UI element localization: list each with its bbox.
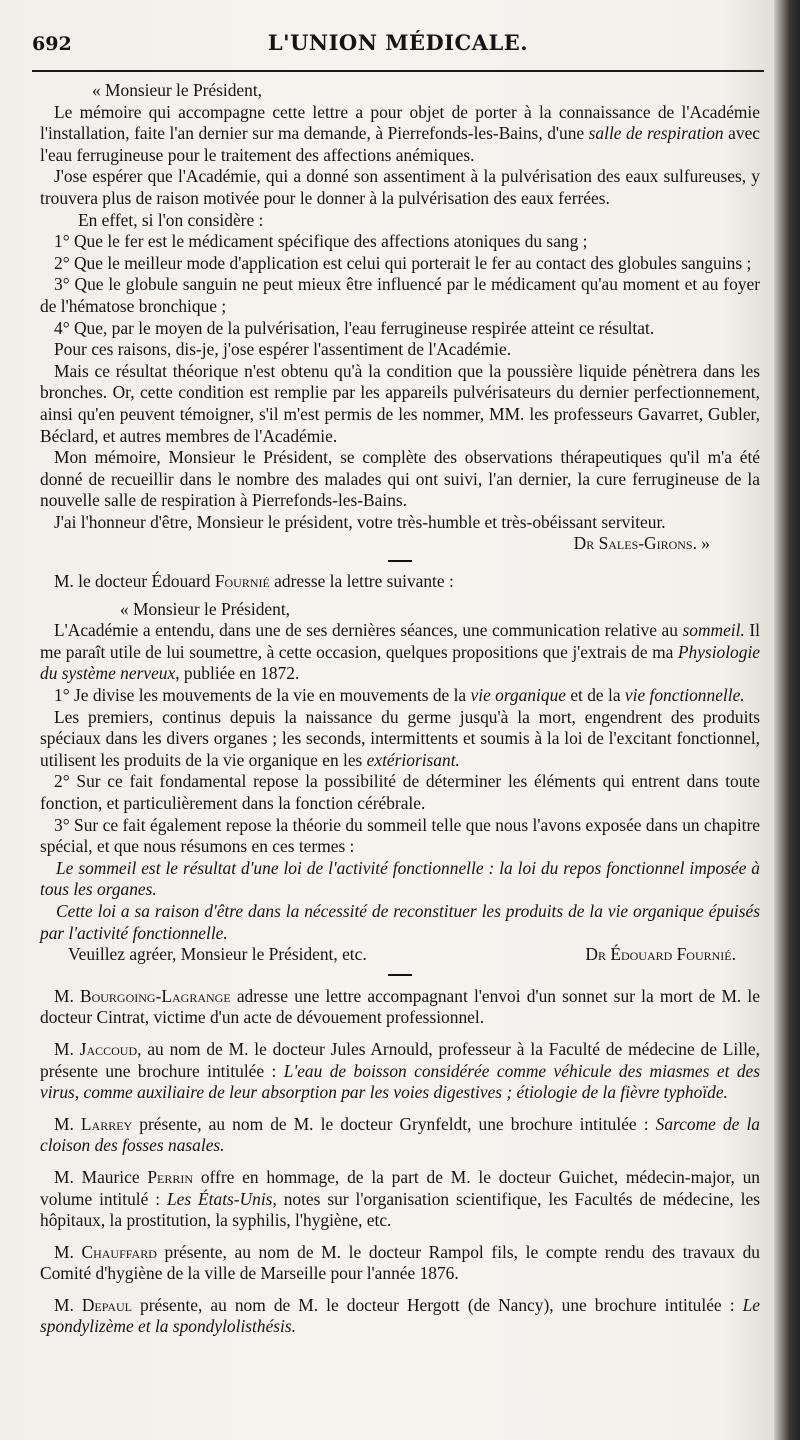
- article-body: [40, 80, 760, 1338]
- letter2-list-item: 1° Je divise les mouvements de la vie en mouvements de la vie organique et de la vie fonctionnelle.: [54, 685, 745, 706]
- letter1-signature: Dr Sales-Girons. »: [573, 533, 710, 554]
- letter2-list-item: 2° Sur ce fait fondamental repose la possibilité de déterminer les éléments qui entrent dans toute fonction, et particulièrement dans la fonction cérébrale.: [40, 771, 760, 813]
- letter2-paragraph: L'Académie a entendu, dans une de ses dernières séances, une communication relative au sommeil. Il me paraît utile de lui soumettre, à cette occasion, quelques propositions que j'extrais de ma Physiologie du système nerveux, publiée en 1872.: [40, 620, 760, 684]
- letter1-list-item: 2° Que le meilleur mode d'application est celui qui porterait le fer au contact des globules sanguins ;: [54, 252, 752, 273]
- letter1-paragraph: J'ai l'honneur d'être, Monsieur le président, votre très-humble et très-obéissant serviteur.: [54, 511, 666, 532]
- notice-paragraph: M. Maurice Perrin offre en hommage, de la part de M. le docteur Guichet, médecin-major, un volume intitulé : Les États-Unis, notes sur l'organisation scientifique, les Facultés de médecine, les hôpitaux, la prostitution, la syphilis, l'hygiène, etc.: [40, 1166, 760, 1231]
- letter1-paragraph: Pour ces raisons, dis-je, j'ose espérer l'assentiment de l'Académie.: [54, 339, 512, 360]
- notice-paragraph: M. Depaul présente, au nom de M. le docteur Hergott (de Nancy), une brochure intitulée : Le spondylizème et la spondylolisthésis.: [40, 1294, 760, 1337]
- journal-title: L'UNION MÉDICALE.: [267, 30, 529, 55]
- section-separator: [388, 974, 412, 976]
- letter1-paragraph: J'ose espérer que l'Académie, qui a donné son assentiment à la pulvérisation des eaux sulfureuses, y trouvera plus de raison motivée pour le donner à la pulvérisation des eaux ferrées.: [40, 166, 760, 208]
- letter1-list-item: 3° Que le globule sanguin ne peut mieux être influencé par le médicament qu'au moment et au foyer de l'hématose bronchique ;: [40, 274, 760, 316]
- notice-paragraph: M. Jaccoud, au nom de M. le docteur Jules Arnould, professeur à la Faculté de médecine de Lille, présente une brochure intitulée : L'eau de boisson considérée comme véhicule des miasmes et des virus, comme auxiliaire de leur absorption par les voies digestives ; étiologie de la fièvre typhoïde.: [40, 1038, 761, 1103]
- letter1-paragraph: En effet, si l'on considère :: [78, 209, 264, 230]
- letter1-salutation: « Monsieur le Président,: [92, 80, 263, 100]
- letter2-closing-line: [40, 944, 760, 966]
- letter1-paragraph: Mais ce résultat théorique n'est obtenu qu'à la condition que la poussière liquide pénètrera dans les bronches. Or, cette condition est remplie par les appareils pulvérisateurs du dernier perfectionnement, ainsi qu'en peuvent témoigner, s'il m'est permis de les nommer, MM. les professeurs Gavarret, Gubler, Béclard, et autres membres de l'Académie.: [40, 360, 760, 446]
- letter2-signature: Dr Édouard Fournié.: [585, 944, 736, 965]
- page-number: 692: [32, 33, 72, 55]
- letter1-list-item: 1° Que le fer est le médicament spécifique des affections atoniques du sang ;: [54, 231, 588, 252]
- letter2-list-item: 3° Sur ce fait également repose la théorie du sommeil telle que nous l'avons exposée dans un chapitre spécial, et que nous résumons en ces termes :: [40, 814, 760, 857]
- notice-paragraph: M. Larrey présente, au nom de M. le docteur Grynfeldt, une brochure intitulée : Sarcome de la cloison des fosses nasales.: [40, 1113, 760, 1156]
- letter2-intro: M. le docteur Édouard Fournié adresse la lettre suivante :: [54, 571, 454, 592]
- header-rule: [32, 70, 764, 72]
- notice-paragraph: M. Bourgoing-Lagrange adresse une lettre accompagnant l'envoi d'un sonnet sur la mort de M. le docteur Cintrat, victime d'un acte de dévouement professionnel.: [40, 985, 760, 1028]
- letter2-quote: Le sommeil est le résultat d'une loi de l'activité fonctionnelle : la loi du repos fonctionnel imposée à tous les organes.: [40, 857, 760, 900]
- letter2-quote: Cette loi a sa raison d'être dans la nécessité de reconstituer les produits de la vie organique épuisés par l'activité fonctionnelle.: [40, 900, 760, 943]
- notice-paragraph: M. Chauffard présente, au nom de M. le docteur Rampol fils, le compte rendu des travaux du Comité d'hygiène de la ville de Marseille pour l'année 1876.: [40, 1241, 760, 1284]
- letter1-paragraph: Le mémoire qui accompagne cette lettre a pour objet de porter à la connaissance de l'Académie l'installation, faite l'an dernier sur ma demande, à Pierrefonds-les-Bains, d'une salle de respiration avec l'eau ferrugineuse pour le traitement des affections anémiques.: [40, 101, 761, 165]
- page-header: [32, 30, 764, 60]
- letter1-list-item: 4° Que, par le moyen de la pulvérisation, l'eau ferrugineuse respirée atteint ce résultat.: [54, 317, 655, 338]
- page-edge-shadow: [774, 0, 800, 1440]
- letter2-salutation: « Monsieur le Président,: [120, 598, 291, 619]
- section-separator: [388, 560, 412, 562]
- letter2-paragraph: Les premiers, continus depuis la naissance du germe jusqu'à la mort, engendrent des produits spéciaux dans les divers organes ; les seconds, intermittents et soumis à la loi de l'excitant fonctionnel, utilisent les produits de la vie organique en les extériorisant.: [40, 706, 760, 770]
- letter1-paragraph: Mon mémoire, Monsieur le Président, se complète des observations thérapeutiques qu'il m'a été donné de recueillir dans le nombre des malades qui ont suivi, l'an dernier, la cure ferrugineuse de la nouvelle salle de respiration à Pierrefonds-les-Bains.: [40, 447, 760, 511]
- letter2-closing: Veuillez agréer, Monsieur le Président, etc.: [68, 944, 367, 965]
